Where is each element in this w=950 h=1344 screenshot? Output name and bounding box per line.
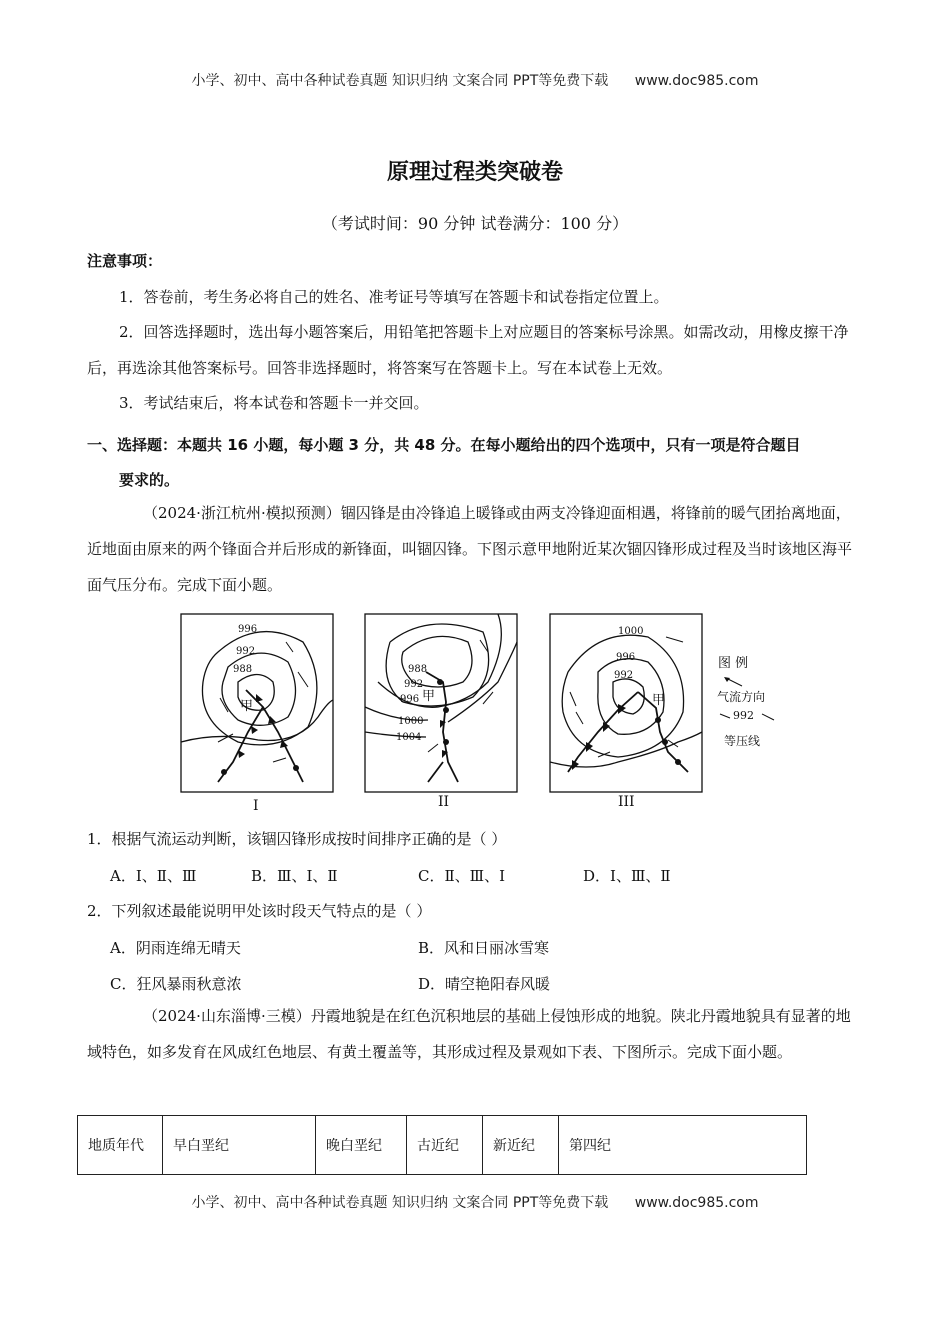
q2-option-d[interactable]: D．晴空艳阳春风暖	[418, 975, 551, 993]
legend-isobar: 等压线	[724, 734, 761, 748]
panel-1-location: 甲	[240, 699, 254, 714]
passage-1: （2024·浙江杭州·模拟预测）锢囚锋是由冷锋追上暖锋或由两支冷锋迎面相遇，将锋前的暖气团抬离地面，近地面由原来的两个锋面合并后形成的新锋面，叫锢囚锋。下图示意甲地附近某次锢囚锋形成过程及当时该地区海平面气压分布。完成下面小题。	[87, 504, 853, 594]
question-1-stem: 1．根据气流运动判断，该锢囚锋形成按时间排序正确的是（ ）	[87, 830, 507, 848]
panel-2-front-marks	[437, 679, 449, 758]
footer-url[interactable]: www.doc985.com	[634, 1195, 759, 1211]
section-heading: 一、选择题：本题共 16 小题，每小题 3 分，共 48 分。在每小题给出的四个选项中，只有一项是符合题目	[87, 436, 801, 454]
legend-title: 图 例	[718, 656, 749, 671]
panel-3-isobar-996: 996	[616, 652, 636, 663]
question-2-stem: 2．下列叙述最能说明甲处该时段天气特点的是（ ）	[87, 902, 432, 920]
panel-2-label: II	[438, 794, 450, 810]
passage-2: （2024·山东淄博·三模）丹霞地貌是在红色沉积地层的基础上侵蚀形成的地貌。陕北丹霞地貌具有显著的地域特色，如多发育在风成红色地层、有黄土覆盖等，其形成过程及景观如下表、下图所示。完成下面小题。	[87, 1007, 851, 1061]
panel-3-isobar-992: 992	[614, 670, 634, 681]
page-header	[0, 70, 950, 90]
panel-1-isobar-988: 988	[233, 664, 253, 675]
panel-2-isobar-1000: 1000	[398, 716, 424, 727]
panel-3-isobar-1000: 1000	[618, 626, 644, 637]
q2-option-c[interactable]: C．狂风暴雨秋意浓	[110, 975, 242, 993]
legend-isobar-value: 992	[733, 709, 754, 722]
notice-item-2: 2．回答选择题时，选出每小题答案后，用铅笔把答题卡上对应题目的答案标号涂黑。如需改动，用橡皮擦干净后，再选涂其他答案标号。回答非选择题时，将答案写在答题卡上。写在本试卷上无效。	[87, 323, 849, 377]
table-cell: 地质年代	[78, 1116, 163, 1175]
notice-item-3: 3．考试结束后，将本试卷和答题卡一并交回。	[119, 394, 429, 412]
table-cell: 新近纪	[483, 1116, 559, 1175]
panel-2-isobar-1004: 1004	[396, 732, 422, 743]
legend-arrow-icon	[722, 674, 752, 688]
panel-2-isobars	[365, 614, 517, 737]
legend-isobar-icon	[718, 712, 778, 722]
panel-2-location: 甲	[422, 689, 436, 704]
legend-airflow: 气流方向	[717, 690, 766, 704]
exam-info: （考试时间：90 分钟 试卷满分：100 分）	[321, 214, 629, 233]
q1-option-a[interactable]: A．Ⅰ、Ⅱ、Ⅲ	[110, 867, 197, 885]
table-cell: 古近纪	[407, 1116, 483, 1175]
q2-option-a[interactable]: A．阴雨连绵无晴天	[110, 939, 241, 957]
panel-1-isobars	[181, 632, 333, 745]
panel-2-isobar-996: 996	[400, 694, 420, 705]
q2-option-b[interactable]: B．风和日丽冰雪寒	[418, 939, 550, 957]
notice-heading: 注意事项：	[87, 252, 163, 270]
q1-option-b[interactable]: B．Ⅲ、Ⅰ、Ⅱ	[251, 867, 338, 885]
table-row	[78, 1116, 807, 1175]
header-url[interactable]: www.doc985.com	[634, 73, 759, 89]
page-title: 原理过程类突破卷	[386, 160, 563, 185]
q1-option-c[interactable]: C．Ⅱ、Ⅲ、Ⅰ	[418, 867, 506, 885]
panel-1-isobar-992: 992	[236, 646, 256, 657]
occluded-front-figure	[178, 612, 778, 812]
panel-1-isobar-996: 996	[238, 624, 258, 635]
panel-2-isobar-992: 992	[404, 679, 424, 690]
panel-1-label: I	[253, 798, 259, 814]
panel-3-location: 甲	[652, 693, 666, 708]
weather-maps-svg	[178, 612, 778, 812]
table-cell: 晚白垩纪	[316, 1116, 407, 1175]
panel-3-label: III	[618, 794, 635, 810]
notice-item-1: 1．答卷前，考生务必将自己的姓名、准考证号等填写在答题卡和试卷指定位置上。	[119, 288, 669, 306]
panel-2-isobar-988: 988	[408, 664, 428, 675]
page-footer	[0, 1192, 950, 1212]
header-text: 小学、初中、高中各种试卷真题 知识归纳 文案合同 PPT等免费下载	[191, 73, 609, 89]
geologic-era-table	[77, 1115, 807, 1175]
table-cell: 第四纪	[559, 1116, 807, 1175]
section-heading-cont: 要求的。	[119, 471, 180, 489]
table-cell: 早白垩纪	[163, 1116, 316, 1175]
q1-option-d[interactable]: D．Ⅰ、Ⅲ、Ⅱ	[583, 867, 671, 885]
footer-text: 小学、初中、高中各种试卷真题 知识归纳 文案合同 PPT等免费下载	[191, 1195, 609, 1211]
